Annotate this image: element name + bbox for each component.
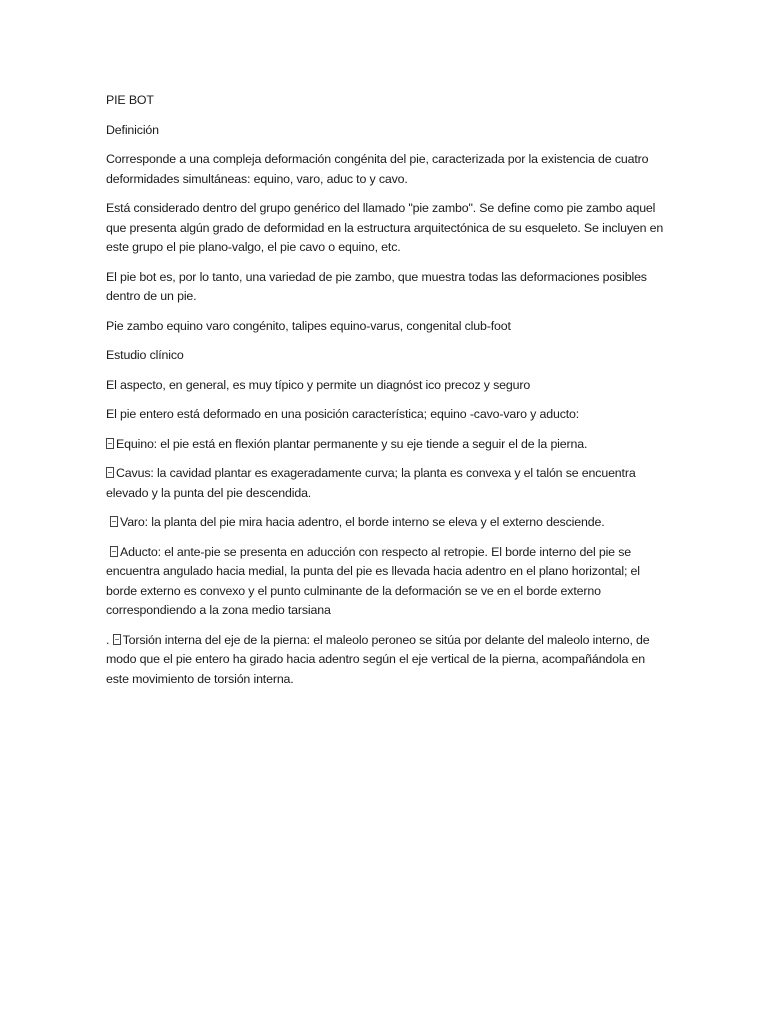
heading-definicion: Definición <box>106 122 159 137</box>
paragraph-aspecto: El aspecto, en general, es muy típico y permite un diagnóst ico precoz y seguro <box>106 377 531 392</box>
list-item-torsion <box>106 631 668 690</box>
paragraph-definition: Corresponde a una compleja deformación congénita del pie, caracterizada por la existencia de cuatro deformidades simultáneas: equino, varo, aduc to y cavo. <box>106 152 649 186</box>
list-item-equino <box>106 435 668 455</box>
missing-glyph-icon <box>106 438 114 449</box>
paragraph-synonyms: Pie zambo equino varo congénito, talipes equino-varus, congenital club-foot <box>106 318 511 333</box>
list-item-aducto-text: Aducto: el ante-pie se presenta en aducción con respecto al retropie. El borde interno del pie se encuentra angulado hacia medial, la punta del pie es llevada hacia adentro en el plano horizontal; el borde externo es convexo y el punto culminante de la deformación se ve en el borde externo correspondiendo a la zona medio tarsiana <box>106 544 640 617</box>
list-item-torsion-text: Torsión interna del eje de la pierna: el maleolo peroneo se sitúa por delante del maleolo interno, de modo que el pie entero ha girado hacia adentro según el eje vertical de la pierna, acompañándola en este movimiento de torsión interna. <box>106 632 650 686</box>
list-item-varo <box>106 513 668 533</box>
missing-glyph-icon <box>110 516 118 527</box>
document-title: PIE BOT <box>106 93 154 107</box>
list-item-varo-text: Varo: la planta del pie mira hacia adentro, el borde interno se eleva y el externo desciende. <box>120 515 605 529</box>
paragraph-pie-bot-variety: El pie bot es, por lo tanto, una variedad de pie zambo, que muestra todas las deformaciones posibles dentro de un pie. <box>106 269 647 303</box>
list-item-aducto <box>106 543 668 621</box>
list-item-cavus-text: Cavus: la cavidad plantar es exageradamente curva; la planta es convexa y el talón se encuentra elevado y la punta del pie descendida. <box>106 466 636 500</box>
list-item-cavus <box>106 464 668 503</box>
missing-glyph-icon <box>110 546 118 557</box>
paragraph-pie-zambo: Está considerado dentro del grupo genérico del llamado "pie zambo". Se define como pie zambo aquel que presenta algún grado de deformidad en la estructura arquitectónica de su esqueleto. Se incluyen en este grupo el pie plano-valgo, el pie cavo o equino, etc. <box>106 201 664 254</box>
heading-estudio-clinico: Estudio clínico <box>106 348 184 362</box>
paragraph-posicion: El pie entero está deformado en una posición característica; equino -cavo-varo y aducto: <box>106 407 580 421</box>
missing-glyph-icon <box>106 467 114 478</box>
list-item-equino-text: Equino: el pie está en flexión plantar permanente y su eje tiende a seguir el de la pierna. <box>116 436 588 451</box>
list-item-torsion-prefix: . <box>106 632 110 647</box>
missing-glyph-icon <box>113 634 121 645</box>
